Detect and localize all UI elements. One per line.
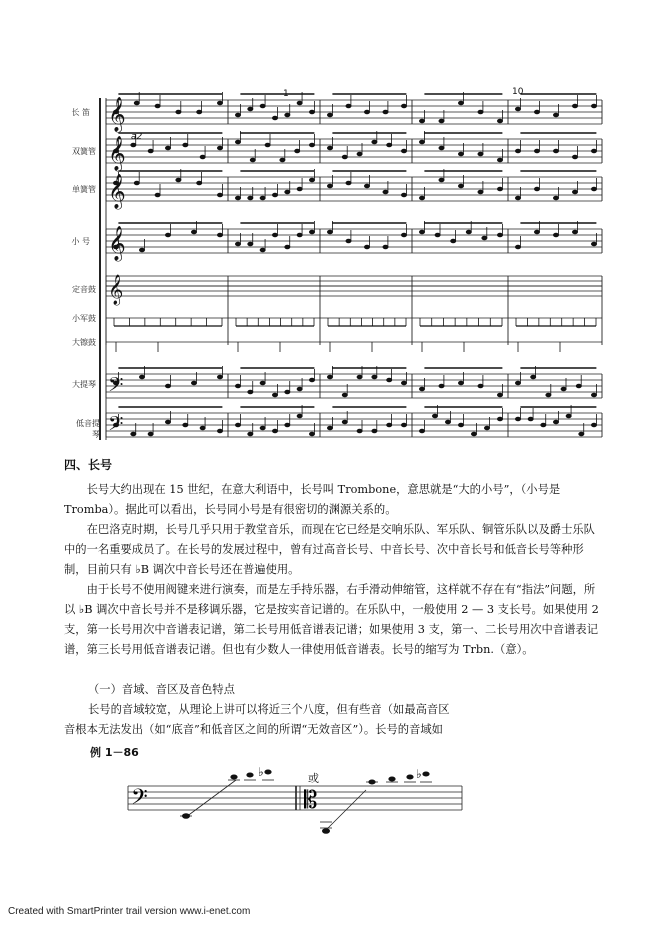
- note-head: [458, 152, 463, 156]
- section-heading: 四、长号: [64, 458, 113, 472]
- note-head: [553, 113, 558, 117]
- note-head: [297, 387, 302, 391]
- note-head: [401, 193, 406, 197]
- note-head: [165, 233, 170, 237]
- note-head: [260, 248, 265, 252]
- note-head: [272, 193, 277, 197]
- note-head: [534, 187, 539, 191]
- note-head: [248, 242, 253, 246]
- note-head: [309, 143, 314, 147]
- note-head: [295, 149, 300, 153]
- note-head: [372, 375, 377, 379]
- note-head: [309, 110, 314, 114]
- note-head: [134, 181, 139, 185]
- note-head: [346, 239, 351, 243]
- note-head: [387, 143, 392, 147]
- note-head: [327, 426, 332, 430]
- note-head: [591, 242, 596, 246]
- note-head: [576, 384, 581, 388]
- note-head: [383, 110, 388, 114]
- note-head: [183, 423, 188, 427]
- note-head: [191, 230, 196, 234]
- svg-text:𝄢: 𝄢: [131, 785, 148, 815]
- note-head: [572, 155, 577, 159]
- note-head: [372, 429, 377, 433]
- note-head: [260, 381, 265, 385]
- note-head: [401, 423, 406, 427]
- note-head: [419, 140, 424, 144]
- label-oboe: 双簧管: [72, 147, 96, 156]
- note-head: [419, 387, 424, 391]
- note-head: [155, 104, 160, 108]
- note-head: [148, 149, 153, 153]
- note-head: [297, 101, 302, 105]
- note-head: [439, 146, 444, 150]
- label-trombone: 大提琴: [72, 380, 96, 389]
- svg-text:♭: ♭: [416, 767, 422, 781]
- note-head: [515, 107, 520, 111]
- note-head: [260, 196, 265, 200]
- note-head: [260, 104, 265, 108]
- note-head: [553, 420, 558, 424]
- note-head: [458, 101, 463, 105]
- note-head: [497, 187, 502, 191]
- note-head: [183, 143, 188, 147]
- note-head: [478, 110, 483, 114]
- note-head: [309, 230, 314, 234]
- note-head: [217, 233, 222, 237]
- measure-number: 1: [283, 89, 289, 99]
- note-head: [591, 423, 596, 427]
- note-head: [327, 230, 332, 234]
- staff-bass: [106, 413, 602, 437]
- staff-trumpet: [106, 229, 602, 253]
- note-head: [357, 375, 362, 379]
- svg-text:♭: ♭: [258, 765, 264, 779]
- note-head: [497, 158, 502, 162]
- orchestral-score: [0, 0, 656, 460]
- note-head: [327, 113, 332, 117]
- note-head: [197, 181, 202, 185]
- note-head: [458, 184, 463, 188]
- note-head: [478, 190, 483, 194]
- note-head: [131, 432, 136, 436]
- label-timpani: 定音鼓: [72, 285, 96, 294]
- note-head: [531, 375, 536, 379]
- note-head: [387, 378, 392, 382]
- note-head: [357, 152, 362, 156]
- staff-cello: [106, 374, 602, 398]
- note-head: [553, 196, 558, 200]
- label-flute: 长 笛: [71, 108, 90, 117]
- note-head: [579, 432, 584, 436]
- note-head: [155, 193, 160, 197]
- note-head: [591, 393, 596, 397]
- note-head: [131, 143, 136, 147]
- note-head: [260, 426, 265, 430]
- note-head: [482, 236, 487, 240]
- note-head: [285, 390, 290, 394]
- treble-clef-icon: 𝄞: [108, 136, 126, 171]
- note-head: [541, 423, 546, 427]
- example-label: 例 1－86: [90, 746, 139, 759]
- note-head: [497, 417, 502, 421]
- note-head: [401, 233, 406, 237]
- note-head: [419, 429, 424, 433]
- note-head: [285, 190, 290, 194]
- note-head: [419, 230, 424, 234]
- note-head: [235, 196, 240, 200]
- note-head: [217, 429, 222, 433]
- note-head: [235, 113, 240, 117]
- note-head: [297, 187, 302, 191]
- paragraph-3: 由于长号不使用阀键来进行演奏，而是左手持乐器，右手滑动伸缩管，这样就不存在有“指法”问题，所以 ♭B 调次中音长号并不是移调乐器，它是按实音记谱的。在乐队中，一般使用 2 — 3 支长号。如果使用 2 支，第一长号用次中音谱表记谱，第二长号用低音谱表记谱；如果使用 3 支，第一、二长号用次中音谱表记谱，第三长号用低音谱表记谱。但也有少数人一律使用低音谱表。长号的缩写为 Trbn.（意）。: [64, 583, 599, 656]
- note-head: [217, 101, 222, 105]
- note-head: [458, 381, 463, 385]
- note-head: [591, 104, 596, 108]
- note-head: [387, 423, 392, 427]
- note-head: [265, 143, 270, 147]
- paragraph-1: 长号大约出现在 15 世纪，在意大利语中，长号叫 Trombone，意思就是“大的小号”，（小号是 Tromba）。据此可以看出，长号同小号是有很密切的渊源关系的。: [64, 483, 561, 516]
- dynamic-mark: a2: [131, 132, 143, 142]
- note-head: [515, 417, 520, 421]
- note-head: [528, 417, 533, 421]
- note-head: [478, 152, 483, 156]
- note-head: [484, 426, 489, 430]
- note-head: [419, 119, 424, 123]
- note-head: [165, 384, 170, 388]
- note-head: [478, 384, 483, 388]
- note-head: [435, 233, 440, 237]
- note-head: [534, 110, 539, 114]
- note-head: [327, 184, 332, 188]
- or-label: 或: [308, 772, 319, 785]
- note-head: [235, 242, 240, 246]
- note-head: [217, 375, 222, 379]
- note-head: [515, 149, 520, 153]
- range-text-2: 音根本无法发出（如“底音”和低音区之间的所谓“无效音区”）。长号的音域如: [64, 723, 443, 736]
- paragraph-2: 在巴洛克时期，长号几乎只用于教堂音乐，而现在它已经是交响乐队、军乐队、铜管乐队以及爵士乐队中的一名重要成员了。在长号的发展过程中，曾有过高音长号、中音长号、次中音长号和低音长号等种形制，目前只有 ♭B 调次中音长号还在普遍使用。: [64, 523, 595, 576]
- label-trumpet: 小 号: [71, 237, 90, 246]
- note-head: [497, 393, 502, 397]
- note-head: [176, 178, 181, 182]
- note-head: [217, 146, 222, 150]
- note-head: [357, 429, 362, 433]
- note-head: [364, 245, 369, 249]
- note-head: [272, 116, 277, 120]
- note-head: [248, 196, 253, 200]
- note-head: [148, 432, 153, 436]
- note-head: [439, 178, 444, 182]
- note-head: [497, 119, 502, 123]
- note-head: [364, 110, 369, 114]
- bass-clef-icon: 𝄢: [108, 373, 124, 401]
- note-head: [248, 432, 253, 436]
- note-head: [572, 230, 577, 234]
- treble-clef-icon: 𝄞: [108, 275, 124, 305]
- note-head: [272, 429, 277, 433]
- note-head: [342, 393, 347, 397]
- note-head: [515, 381, 520, 385]
- note-head: [342, 155, 347, 159]
- note-head: [401, 149, 406, 153]
- note-head: [280, 158, 285, 162]
- label-snare: 小军鼓: [72, 314, 96, 323]
- note-head: [534, 230, 539, 234]
- note-head: [191, 381, 196, 385]
- treble-clef-icon: 𝄞: [108, 174, 126, 209]
- treble-clef-icon: 𝄞: [108, 97, 126, 132]
- note-head: [200, 426, 205, 430]
- note-head: [372, 140, 377, 144]
- note-head: [250, 158, 255, 162]
- note-head: [445, 420, 450, 424]
- note-head: [572, 190, 577, 194]
- note-head: [561, 387, 566, 391]
- staff-oboe: [106, 139, 602, 163]
- note-head: [297, 414, 302, 418]
- note-head: [248, 390, 253, 394]
- note-head: [419, 196, 424, 200]
- note-head: [471, 432, 476, 436]
- note-head: [327, 146, 332, 150]
- note-head: [458, 423, 463, 427]
- note-head: [309, 178, 314, 182]
- note-head: [248, 107, 253, 111]
- note-head: [553, 233, 558, 237]
- note-head: [383, 190, 388, 194]
- note-head: [285, 113, 290, 117]
- label-bass: 低音提琴: [76, 419, 100, 439]
- note-head: [285, 245, 290, 249]
- note-head: [439, 384, 444, 388]
- footer-watermark: Created with SmartPrinter trail version www.i-enet.com: [8, 906, 251, 917]
- note-head: [235, 423, 240, 427]
- note-head: [309, 378, 314, 382]
- note-head: [139, 375, 144, 379]
- note-head: [197, 110, 202, 114]
- note-head: [235, 384, 240, 388]
- note-head: [364, 184, 369, 188]
- note-head: [497, 233, 502, 237]
- note-head: [297, 233, 302, 237]
- note-head: [401, 381, 406, 385]
- label-clarinet: 单簧管: [72, 185, 96, 194]
- treble-clef-icon: 𝄞: [108, 226, 126, 261]
- note-head: [383, 245, 388, 249]
- note-head: [515, 196, 520, 200]
- note-head: [546, 393, 551, 397]
- note-head: [165, 146, 170, 150]
- note-head: [346, 104, 351, 108]
- svg-text:𝄡: 𝄡: [304, 786, 318, 814]
- note-head: [451, 239, 456, 243]
- note-head: [139, 248, 144, 252]
- note-head: [200, 155, 205, 159]
- note-head: [272, 233, 277, 237]
- note-head: [285, 423, 290, 427]
- note-head: [572, 104, 577, 108]
- note-head: [401, 104, 406, 108]
- note-head: [217, 193, 222, 197]
- note-head: [272, 393, 277, 397]
- subheading: （一）音域、音区及音色特点: [88, 683, 235, 696]
- note-head: [534, 149, 539, 153]
- note-head: [342, 420, 347, 424]
- note-head: [591, 187, 596, 191]
- measure-number: 10: [512, 87, 524, 97]
- note-head: [235, 140, 240, 144]
- note-head: [309, 432, 314, 436]
- note-head: [176, 110, 181, 114]
- note-head: [165, 420, 170, 424]
- label-cymbal: 大镲鼓: [72, 338, 96, 347]
- note-head: [515, 245, 520, 249]
- note-head: [134, 101, 139, 105]
- note-head: [439, 119, 444, 123]
- range-text-1: 长号的音域较宽，从理论上讲可以将近三个八度，但有些音（如最高音区: [88, 703, 450, 716]
- note-head: [346, 181, 351, 185]
- bass-clef-icon: 𝄢: [108, 412, 124, 440]
- note-head: [327, 375, 332, 379]
- note-head: [591, 149, 596, 153]
- note-head: [553, 149, 558, 153]
- note-head: [466, 230, 471, 234]
- note-head: [566, 414, 571, 418]
- note-head: [432, 414, 437, 418]
